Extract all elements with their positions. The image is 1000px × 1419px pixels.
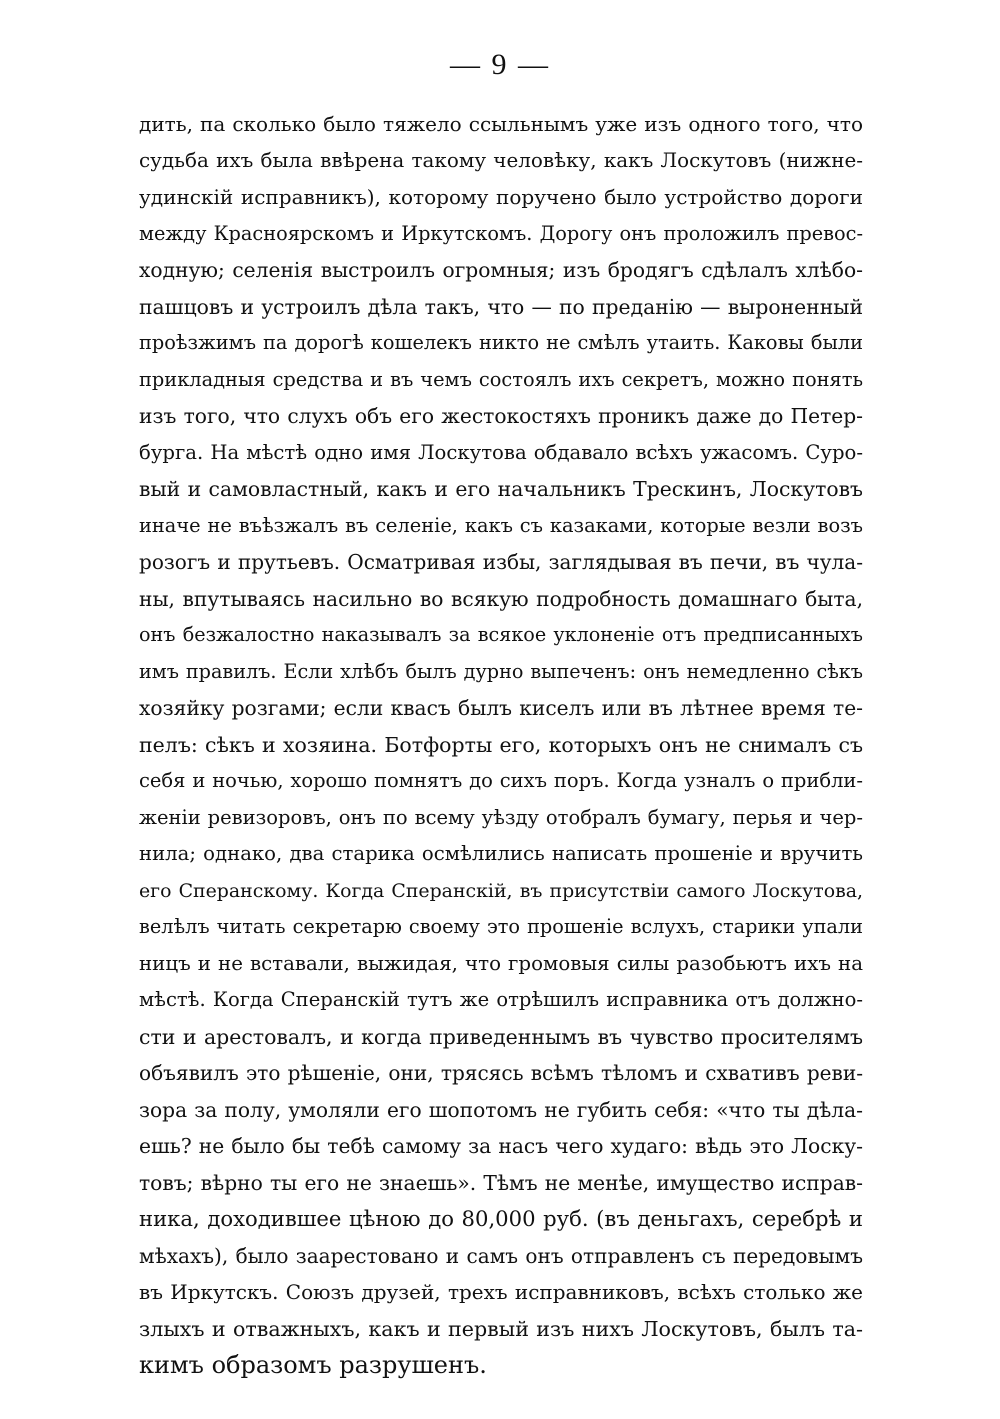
text-line: хозяйку розгами; если квасъ былъ киселъ или въ лѣтнее время те-	[139, 696, 863, 720]
text-line: ника, доходившее цѣною до 80,000 руб. (въ деньгахъ, серебрѣ и	[139, 1206, 863, 1231]
text-line: его Сперанскому. Когда Сперанскій, въ присутствіи самого Лоскутова,	[139, 879, 863, 902]
text-line: велѣлъ читать секретарю своему это прошеніе вслухъ, старики упали	[139, 915, 863, 938]
text-line: бурга. На мѣстѣ одно имя Лоскутова обдавало всѣхъ ужасомъ. Суро-	[139, 440, 863, 464]
text-line: ешь? не было бы тебѣ самому за насъ чего худаго: вѣдь это Лоску-	[139, 1134, 863, 1158]
text-line: иначе не въѣзжалъ въ селеніе, какъ съ казаками, которые везли возъ	[139, 513, 863, 537]
text-line: женіи ревизоровъ, онъ по всему уѣзду отобралъ бумагу, перья и чер-	[139, 805, 863, 829]
text-line: мѣхахъ), было заарестовано и самъ онъ отправленъ съ передовымъ	[139, 1243, 863, 1268]
text-line: зора за полу, умоляли его шопотомъ не губить себя: «что ты дѣла-	[139, 1097, 863, 1122]
text-line: товъ; вѣрно ты его не знаешь». Тѣмъ не менѣе, имущество исправ-	[139, 1170, 863, 1195]
text-line: кимъ образомъ разрушенъ.	[139, 1351, 487, 1379]
text-line: себя и ночью, хорошо помнятъ до сихъ поръ. Когда узналъ о прибли-	[139, 769, 863, 792]
text-line: въ Иркутскъ. Союзъ друзей, трехъ исправниковъ, всѣхъ столько же	[139, 1280, 863, 1304]
text-line: нила; однако, два старика осмѣлились написать прошеніе и вручить	[139, 842, 863, 865]
text-line: пелъ: сѣкъ и хозяина. Ботфорты его, которыхъ онъ не снималъ съ	[139, 732, 863, 757]
text-line: изъ того, что слухъ объ его жестокостяхъ проникъ даже до Петер-	[139, 404, 863, 428]
text-line: вый и самовластный, какъ и его начальникъ Трескинъ, Лоскутовъ	[139, 477, 863, 501]
body-text	[139, 106, 863, 1384]
text-line: прикладныя средства и въ чемъ состоялъ ихъ секретъ, можно понять	[139, 367, 863, 391]
text-line: пашцовъ и устроилъ дѣла такъ, что — по преданію — выроненный	[139, 294, 863, 319]
text-line: ходную; селенія выстроилъ огромныя; изъ бродягъ сдѣлалъ хлѣбо-	[139, 258, 863, 282]
text-line: злыхъ и отважныхъ, какъ и первый изъ нихъ Лоскутовъ, былъ та-	[139, 1316, 863, 1341]
text-line: онъ безжалостно наказывалъ за всякое уклоненіе отъ предписанныхъ	[139, 623, 863, 646]
page-number: — 9 —	[450, 48, 550, 81]
text-line: имъ правилъ. Если хлѣбъ былъ дурно выпеченъ: онъ немедленно сѣкъ	[139, 659, 863, 683]
text-line: проѣзжимъ па дорогѣ кошелекъ никто не смѣлъ утаить. Каковы были	[139, 331, 863, 354]
text-line: судьба ихъ была ввѣрена такому человѣку, какъ Лоскутовъ (нижне-	[139, 148, 863, 172]
text-line: розогъ и прутьевъ. Осматривая избы, заглядывая въ печи, въ чула-	[139, 550, 863, 574]
text-line: сти и арестовалъ, и когда приведеннымъ въ чувство просителямъ	[139, 1024, 863, 1049]
text-line: удинскій исправникъ), которому поручено было устройство дороги	[139, 185, 863, 209]
text-line: дить, па сколько было тяжело ссыльнымъ уже изъ одного того, что	[139, 112, 863, 136]
text-line: ны, впутываясь насильно во всякую подробность домашнаго быта,	[139, 586, 863, 611]
text-line: объявилъ это рѣшеніе, они, трясясь всѣмъ тѣломъ и схвативъ реви-	[139, 1061, 863, 1085]
text-line: мѣстѣ. Когда Сперанскій тутъ же отрѣшилъ исправника отъ должно-	[139, 988, 863, 1011]
text-line: ницъ и не вставали, выжидая, что громовыя силы разобьютъ ихъ на	[139, 951, 863, 975]
text-line: между Красноярскомъ и Иркутскомъ. Дорогу онъ проложилъ превос-	[139, 221, 863, 245]
